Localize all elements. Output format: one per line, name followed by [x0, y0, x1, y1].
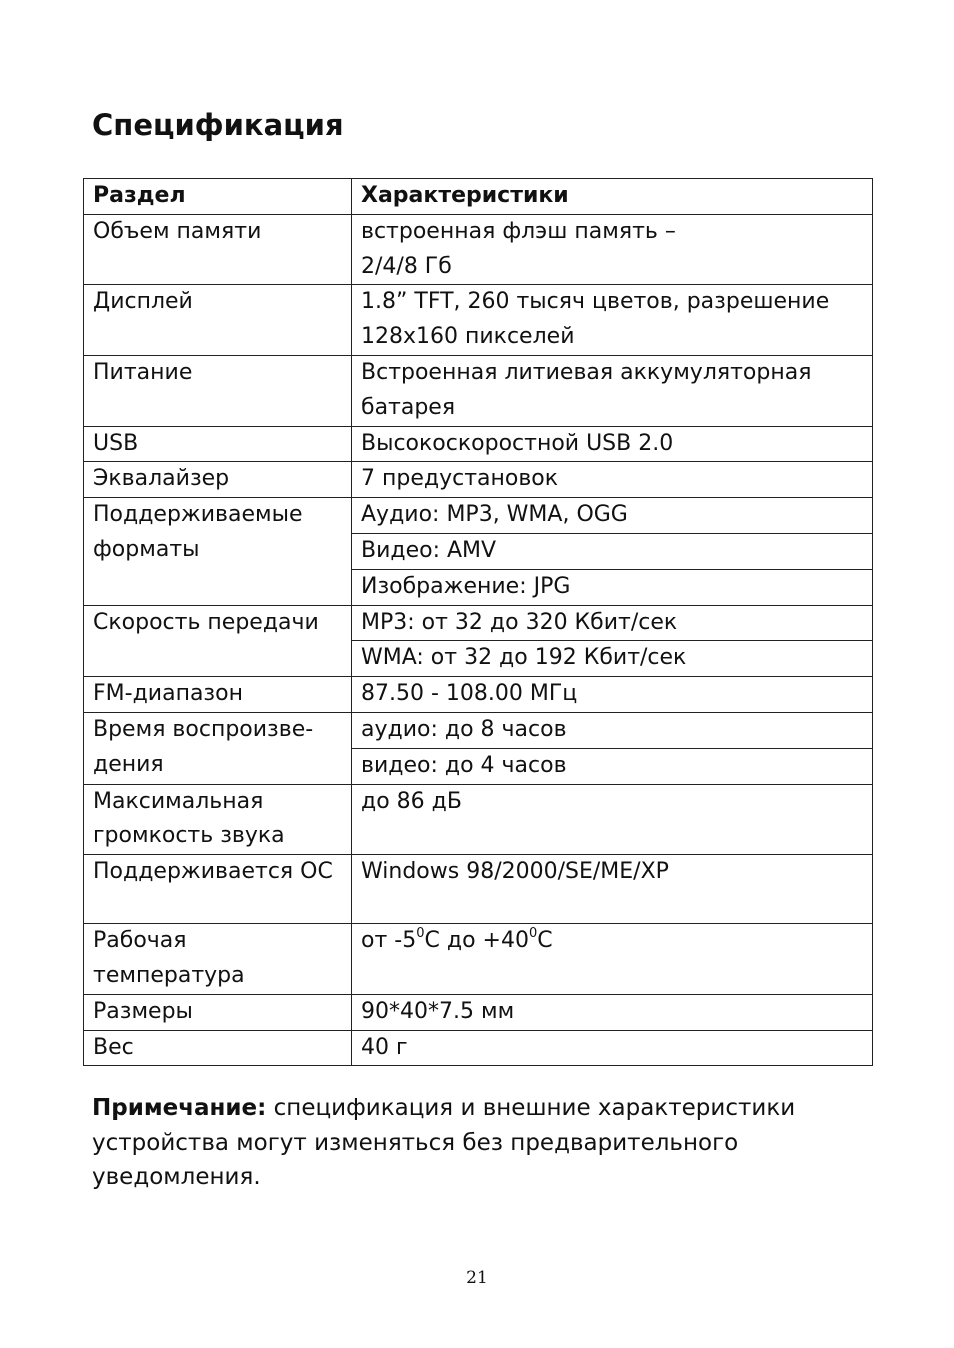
- table-row: [84, 784, 873, 855]
- row-label: Дисплей: [84, 285, 352, 356]
- row-value: [352, 924, 873, 995]
- table-row: [84, 605, 873, 641]
- label-line: Максимальная: [93, 788, 264, 814]
- value-line: 128x160 пикселей: [361, 324, 575, 350]
- row-label: Эквалайзер: [84, 462, 352, 498]
- row-value: 90*40*7.5 мм: [352, 994, 873, 1030]
- table-row: [84, 355, 873, 426]
- row-label: Питание: [84, 355, 352, 426]
- value-line: батарея: [361, 394, 456, 420]
- row-value: Высокоскоростной USB 2.0: [352, 426, 873, 462]
- row-value: [352, 214, 873, 285]
- degree-mark: 0: [416, 925, 425, 941]
- row-label: FM-диапазон: [84, 677, 352, 713]
- temp-part: от -5: [361, 928, 417, 954]
- row-value: 87.50 - 108.00 МГц: [352, 677, 873, 713]
- row-label: USB: [84, 426, 352, 462]
- row-label: Объем памяти: [84, 214, 352, 285]
- table-row: [84, 426, 873, 462]
- table-row: [84, 924, 873, 995]
- page-title: Спецификация: [92, 108, 344, 142]
- row-label: Поддерживается ОС: [84, 855, 352, 924]
- row-value: видео: до 4 часов: [352, 748, 873, 784]
- header-section: Раздел: [84, 179, 352, 215]
- label-line: громкость звука: [93, 823, 285, 849]
- label-line: Рабочая: [93, 928, 187, 954]
- temp-part: С: [537, 928, 553, 954]
- table-row: [84, 994, 873, 1030]
- row-value: [352, 285, 873, 356]
- table-row: [84, 462, 873, 498]
- row-label: [84, 712, 352, 784]
- row-value: Windows 98/2000/SE/ME/XP: [352, 855, 873, 924]
- row-value: 7 предустановок: [352, 462, 873, 498]
- label-line: Поддерживаемые: [93, 502, 303, 528]
- row-value: [352, 355, 873, 426]
- row-value: WMA: от 32 до 192 Кбит/сек: [352, 641, 873, 677]
- note-label: Примечание:: [92, 1095, 267, 1121]
- table-row: [84, 855, 873, 924]
- row-label: [84, 498, 352, 605]
- label-line: температура: [93, 962, 245, 988]
- row-label: Скорость передачи: [84, 605, 352, 677]
- row-value: до 86 дБ: [352, 784, 873, 855]
- row-value: аудио: до 8 часов: [352, 712, 873, 748]
- table-row: [84, 712, 873, 748]
- label-line: Время воспроизве-: [93, 716, 314, 742]
- table-row: [84, 285, 873, 356]
- table-row: [84, 677, 873, 713]
- value-line: встроенная флэш память –: [361, 218, 676, 244]
- table-row: [84, 214, 873, 285]
- temp-part: С до +40: [424, 928, 529, 954]
- row-value: Аудио: MP3, WMA, OGG: [352, 498, 873, 534]
- table-row: [84, 498, 873, 534]
- value-line: 1.8” TFT, 260 тысяч цветов, разрешение: [361, 289, 830, 315]
- note-paragraph: [92, 1091, 812, 1195]
- row-label: Вес: [84, 1030, 352, 1066]
- row-label: [84, 784, 352, 855]
- table-row: [84, 1030, 873, 1066]
- header-characteristics: Характеристики: [352, 179, 873, 215]
- degree-mark: 0: [528, 925, 538, 941]
- label-line: дения: [93, 751, 164, 777]
- note-text: спецификация и внешние характеристики устройства могут изменяться без предварительного уведомления.: [92, 1095, 796, 1191]
- spec-table: [83, 178, 873, 1066]
- page-number: 21: [466, 1268, 488, 1288]
- row-label: [84, 924, 352, 995]
- row-value: Видео: AMV: [352, 533, 873, 569]
- table-header-row: [84, 179, 873, 215]
- row-value: Изображение: JPG: [352, 569, 873, 605]
- label-line: форматы: [93, 536, 200, 562]
- row-value: MP3: от 32 до 320 Кбит/сек: [352, 605, 873, 641]
- row-label: Размеры: [84, 994, 352, 1030]
- value-line: 2/4/8 Гб: [361, 253, 452, 279]
- row-value: 40 г: [352, 1030, 873, 1066]
- value-line: Встроенная литиевая аккумуляторная: [361, 359, 812, 385]
